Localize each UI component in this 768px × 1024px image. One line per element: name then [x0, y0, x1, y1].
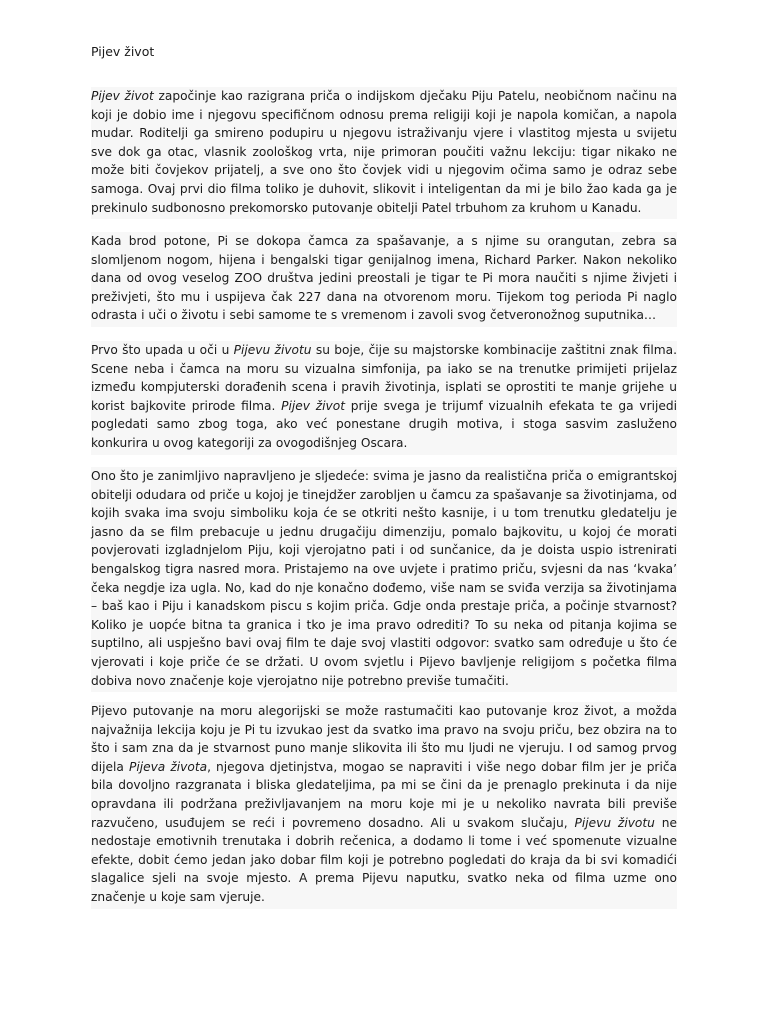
italic-film-title: Pijevu životu: [574, 815, 655, 830]
page-title: Pijev život: [91, 44, 155, 59]
paragraph-text: su boje, čije su majstorske kombinacije zaštitni znak filma. Scene neba i čamca na moru su vizualna simfonija, pa iako se na trenutke primijeti prijelaz između kompjuterski dorađenih scena i pravih životinja, isplati se oprostiti te manje grijehe u korist bajkovite prirode filma.: [91, 343, 677, 413]
paragraph-1: [91, 87, 677, 219]
italic-film-title: Pijevu životu: [233, 343, 312, 357]
paragraph-3: [91, 341, 677, 455]
paragraph-text: , njegova djetinjstva, mogao se napraviti i više nego dobar film jer je priča bila dovoljno razgranata i bliska gledateljima, pa mi se čini da je prenaglo prekinuta i da nije opravdana ili podržana preživljavanjem na moru koje mi je u nekoliko navrata bili previše razvučeno, usuđujem se reći i povremeno dosadno. Ali u svakom slučaju,: [91, 759, 677, 830]
italic-film-title: Pijev život: [281, 398, 345, 413]
paragraph-text: ne nedostaje emotivnih trenutaka i dobrih rečenica, a dodamo li tome i već spomenute vizualne efekte, dobit ćemo jedan jako dobar film koji je potrebno pogledati do kraja da bi svi komadići slagalice sjeli na svoje mjesto. A prema Pijevu naputku, svatko neka od filma uzme ono značenje u koje sam vjeruje.: [91, 815, 677, 904]
italic-film-title: Pijev život: [91, 89, 154, 103]
paragraph-text: Kada brod potone, Pi se dokopa čamca za spašavanje, a s njime su orangutan, zebra sa slomljenom nogom, hijena i bengalski tigar genijalnog imena, Richard Parker. Nakon nekoliko dana od ovog veselog ZOO društva jedini preostali je tigar te Pi mora naučiti s njime živjeti i preživjeti, što mu i uspijeva čak 227 dana na otvorenom moru. Tijekom tog perioda Pi naglo odrasta i uči o životu i sebi samome te s vremenom i zavoli svog četveronožnog suputnika…: [91, 234, 677, 323]
paragraph-text: Ono što je zanimljivo napravljeno je sljedeće: svima je jasno da realistična priča o emigrantskoj obitelji odudara od priče u kojoj je tinejdžer zarobljen u čamcu za spašavanje sa životinjama, od kojih svaka ima svoju simboliku koja će se otkriti nešto kasnije, i u tom trenutku gledatelju je jasno da se film prebacuje u jednu drugačiju dimenziju, pomalo bajkovitu, u kojoj će morati povjerovati izgladnjelom Piju, koji vjerojatno pati i od sunčanice, da je doista uspio istrenirati bengalskog tigra nasred mora. Pristajemo na ove uvjete i pratimo priču, svjesni da nas ‘kvaka’ čeka negdje iza ugla. No, kad do nje konačno dođemo, više nam se sviđa verzija sa životinjama – baš kao i Piju i kanadskom piscu s kojim priča. Gdje onda prestaje priča, a počinje stvarnost? Koliko je uopće bitna ta granica i tko je ima pravo odrediti? To su neka od pitanja kojima se suptilno, ali uspješno bavi ovaj film te daje svoj vlastiti odgovor: svatko sam određuje u što će vjerovati i koje priče će se držati. U ovom svjetlu i Pijevo bavljenje religijom s početka filma dobiva novo značenje koje vjerojatno nije potrebno previše tumačiti.: [91, 469, 677, 688]
paragraph-text: Prvo što upada u oči u: [91, 343, 234, 357]
paragraph-2: [91, 232, 677, 327]
paragraph-text: započinje kao razigrana priča o indijskom dječaku Piju Patelu, neobičnom načinu na koji je dobio ime i njegovu specifičnom odnosu prema religiji koji je napola komičan, a napola mudar. Roditelji ga smireno podupiru u njegovu istraživanju vjere i vlastitog mjesta u svijetu sve dok ga otac, vlasnik zoološkog vrta, nije primoran poučiti važnu lekciju: tigar nikako ne može biti čovjekov prijatelj, a sve ono što čovjek vidi u njegovim očima samo je odraz sebe samoga. Ovaj prvi dio filma toliko je duhovit, slikovit i inteligentan da mi je bilo žao kada ga je prekinulo sudbonosno prekomorsko putovanje obitelji Patel trbuhom za kruhom u Kanadu.: [91, 89, 677, 215]
paragraph-4: [91, 467, 677, 692]
italic-film-title: Pijeva života: [128, 759, 208, 774]
paragraph-text: prije svega je trijumf vizualnih efekata te ga vrijedi pogledati samo zbog toga, ako već ponestane drugih motiva, i stoga sasvim zasluženo konkurira u ovog kategoriji za ovogodišnjeg Oscara.: [91, 398, 677, 450]
paragraph-text: Pijevo putovanje na moru alegorijski se može rastumačiti kao putovanje kroz život, a možda najvažnija lekcija koju je Pi tu izvukao jest da svatko ima pravo na svoju priču, bez obzira na to što i sam zna da je stvarnost puno manje slikovita ili što mu ljudi ne vjeruju. I od samog prvog dijela: [91, 704, 677, 774]
paragraph-5: [91, 702, 677, 909]
